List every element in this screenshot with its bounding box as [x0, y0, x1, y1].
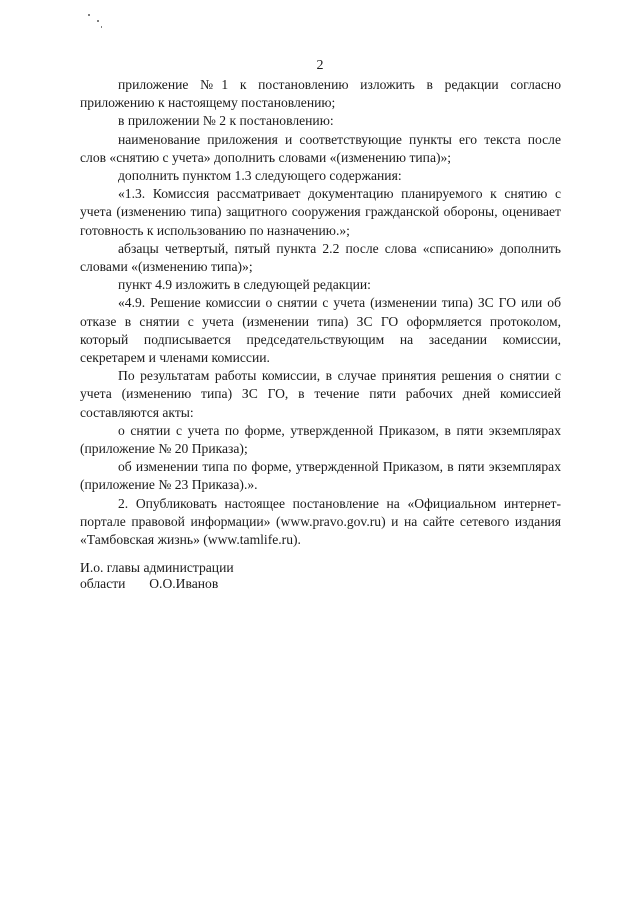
paragraph: 2. Опубликовать настоящее постановление на «Официальном интернет-портале правовой информации» (www.pravo.gov.ru) и на сайте сетевого издания «Тамбовская жизнь» (www.tamlife.ru). — [80, 495, 561, 548]
paragraph: приложение №1 к постановлению изложить в редакции согласно приложению к настоящему постановлению; — [80, 77, 561, 111]
signature-title: И.о. главы администрации — [80, 560, 234, 575]
paragraph: о снятии с учета по форме, утвержденной Приказом, в пяти экземплярах (приложение № 20 Приказа); — [80, 422, 561, 457]
paragraph: «1.3. Комиссия рассматривает документацию планируемого к снятию с учета (изменению типа) защитного сооружения гражданской обороны, оценивает готовность к использованию по назначению.»; — [80, 186, 561, 238]
paragraph: об изменении типа по форме, утвержденной Приказом, в пяти экземплярах (приложение № 23 Приказа).». — [80, 459, 561, 493]
scan-speck — [97, 20, 99, 22]
document-body — [80, 76, 561, 549]
paragraph: пункт 4.9 изложить в следующей редакции: — [118, 277, 371, 293]
scan-speck — [88, 14, 90, 16]
paragraph: в приложении № 2 к постановлению: — [118, 113, 334, 129]
signature-block — [80, 560, 234, 592]
paragraph: наименование приложения и соответствующие пункты его текста после слов «снятию с учета» дополнить словами «(изменению типа)»; — [80, 131, 561, 165]
paragraph: дополнить пунктом 1.3 следующего содержания: — [118, 168, 402, 184]
paragraph: абзацы четвертый, пятый пункта 2.2 после слова «списанию» дополнить словами «(изменению типа)»; — [80, 240, 561, 275]
paragraph: По результатам работы комиссии, в случае принятия решения о снятии с учета (изменению типа) ЗС ГО, в течение пяти рабочих дней комиссией составляются акты: — [80, 368, 561, 420]
page-number: 2 — [316, 58, 324, 73]
signature-name: области О.О.Иванов — [80, 576, 219, 591]
paragraph: «4.9. Решение комиссии о снятии с учета (изменении типа) ЗС ГО или об отказе в снятии с учета (изменении типа) ЗС ГО оформляется протоколом, который подписывается председательствующим на заседании комиссии, секретарем и членами комиссии. — [80, 295, 561, 366]
scan-speck — [101, 26, 102, 28]
